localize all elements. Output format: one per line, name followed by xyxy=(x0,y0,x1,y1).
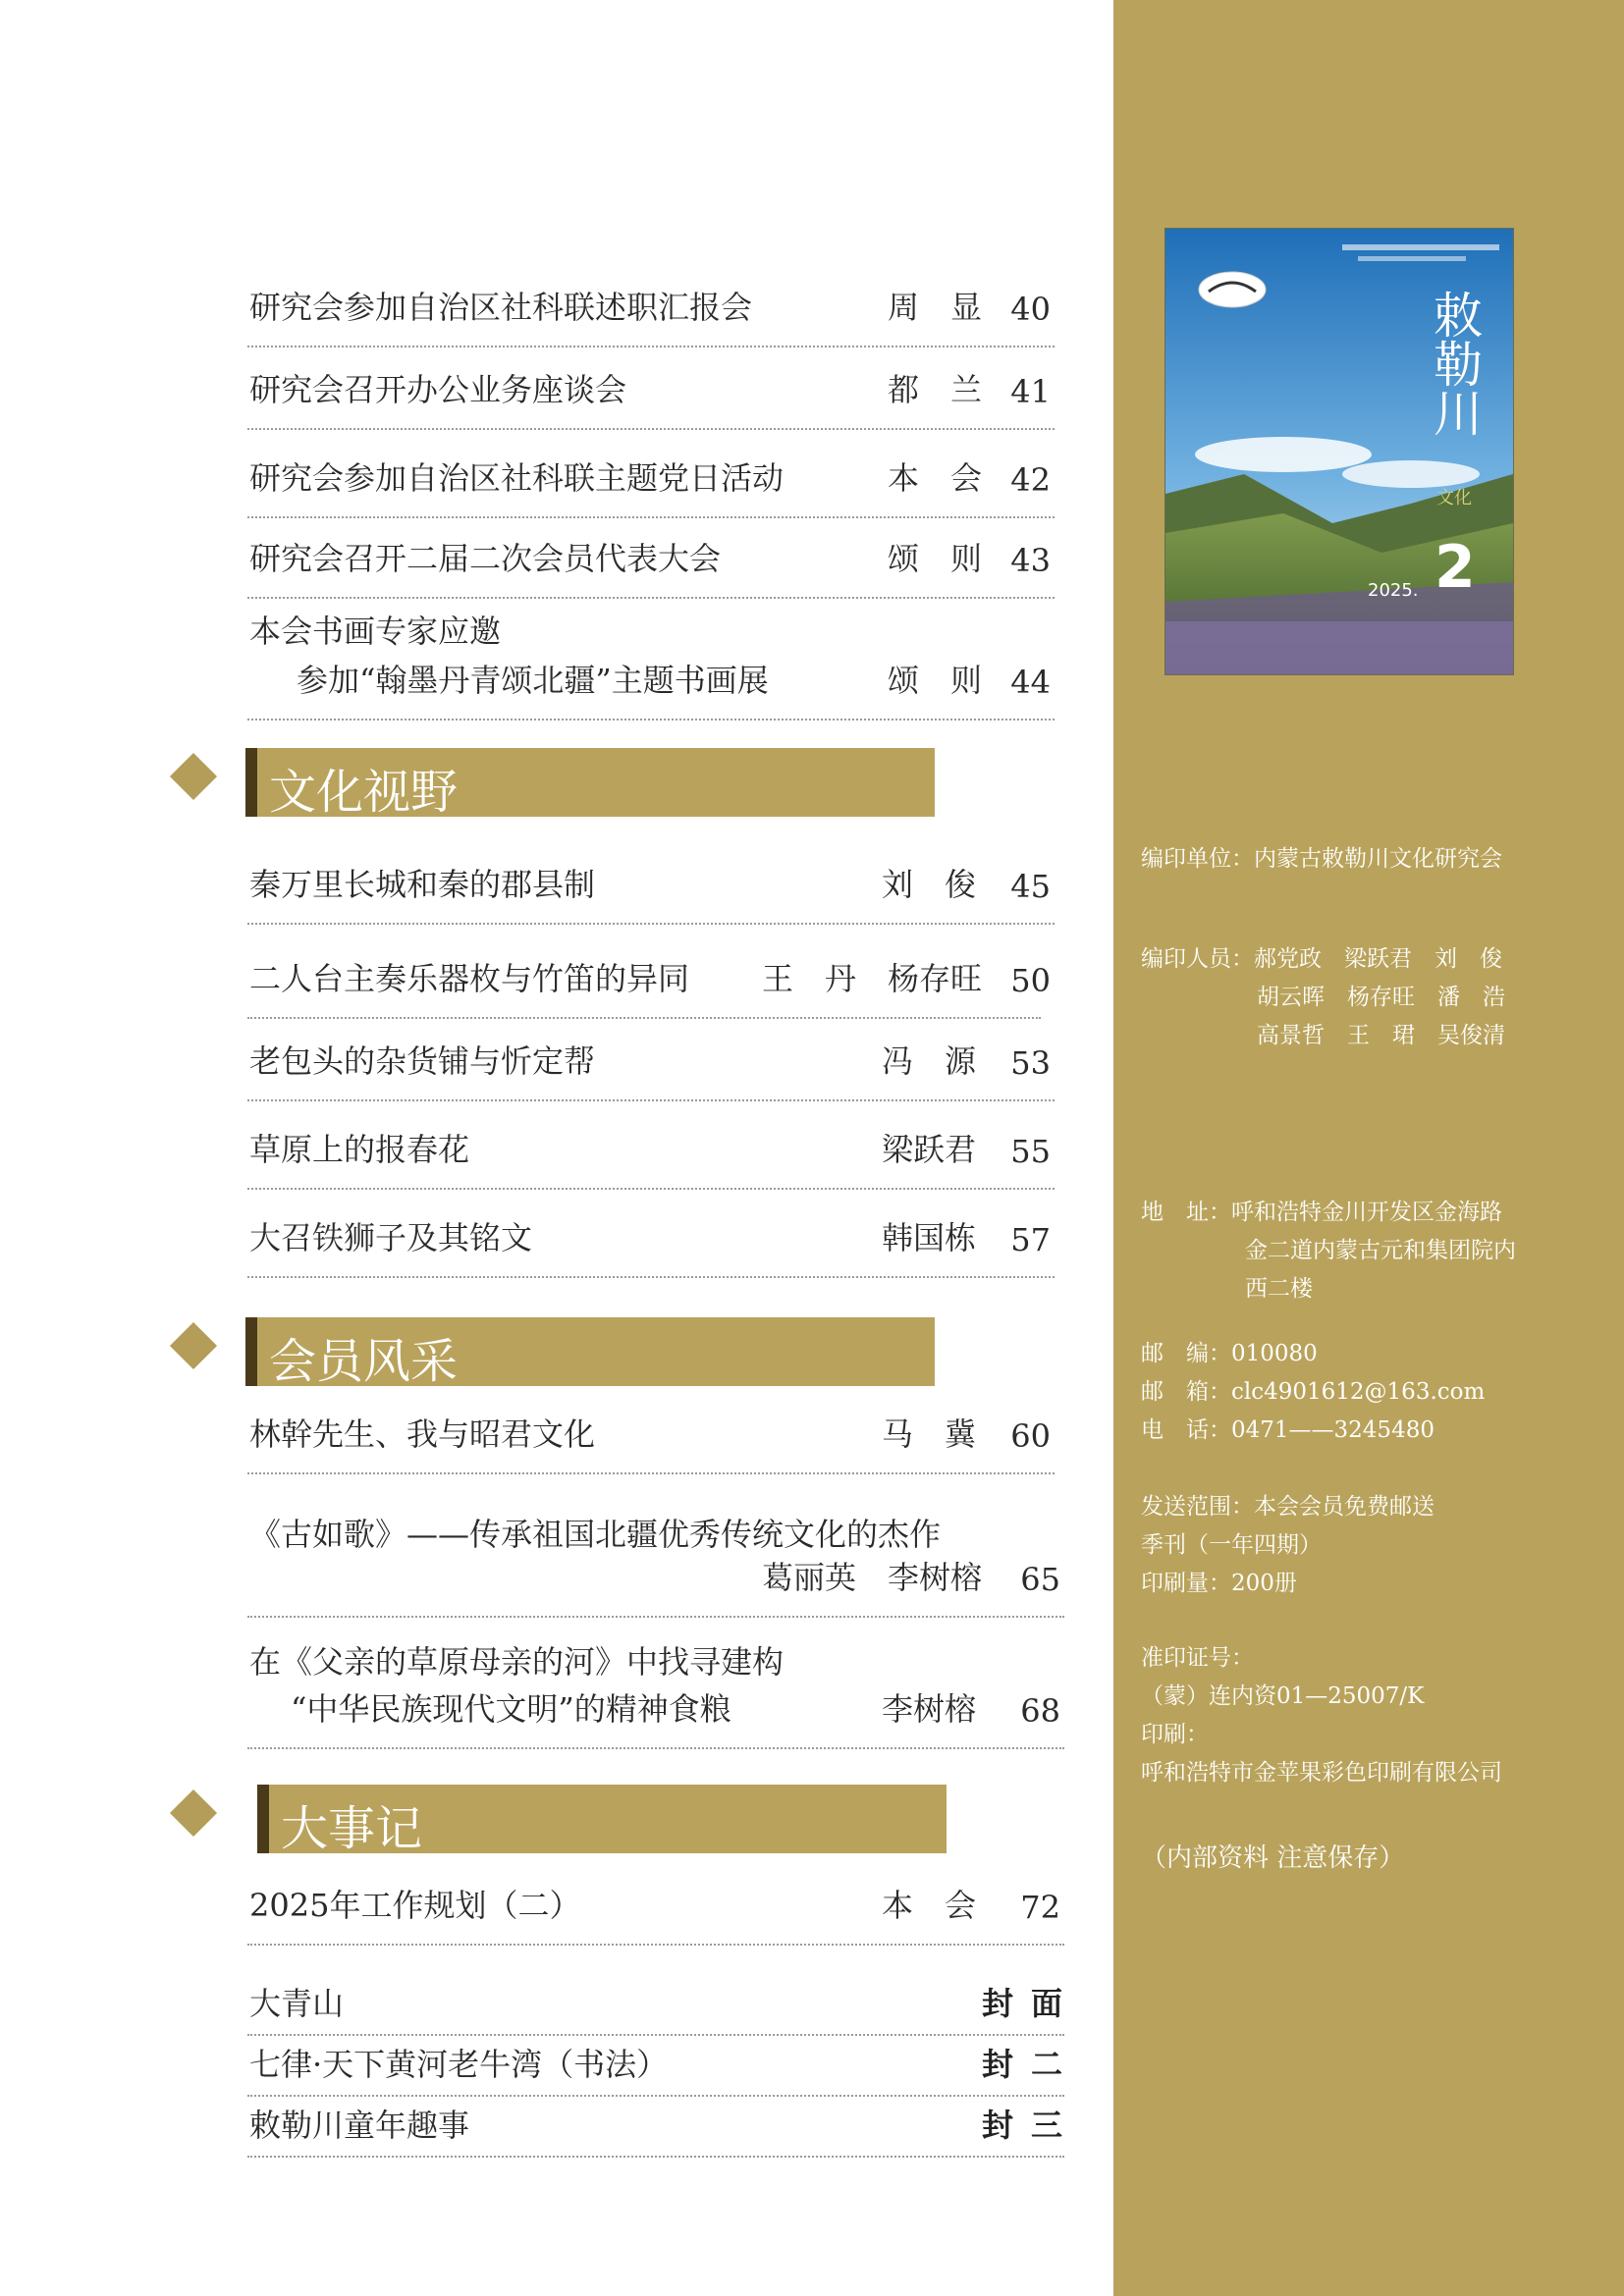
section-title: 大事记 xyxy=(281,1801,423,1856)
section-header-members xyxy=(177,1317,943,1389)
toc-entry-page: 72 xyxy=(1020,1889,1060,1926)
toc-entry-page: 50 xyxy=(1010,962,1051,999)
toc-entry-author: 李树榕 xyxy=(882,1690,977,1728)
section-title: 会员风采 xyxy=(269,1334,459,1389)
postcode: 邮 编：010080 xyxy=(1141,1341,1318,1366)
toc-entry-title: 二人台主奏乐器枚与竹笛的异同 xyxy=(249,960,690,997)
toc-entry-title: 林幹先生、我与昭君文化 xyxy=(249,1415,596,1453)
toc-entry[interactable] xyxy=(247,1011,1055,1101)
cover-year: 2025. xyxy=(1368,580,1419,601)
toc-entry[interactable] xyxy=(247,1384,1055,1474)
distribution: 发送范围：本会会员免费邮送 xyxy=(1141,1494,1435,1520)
toc-entry-title-line-1: 本会书画专家应邀 xyxy=(249,613,502,650)
diamond-icon xyxy=(170,1789,217,1837)
toc-entry[interactable] xyxy=(247,1616,1064,1749)
staff-line-3: 高景哲 王 珺 吴俊清 xyxy=(1257,1023,1505,1048)
toc-entry-page: 44 xyxy=(1010,664,1051,701)
address-line-1: 呼和浩特金川开发区金海路 xyxy=(1231,1200,1502,1225)
toc-entry-page: 60 xyxy=(1010,1417,1051,1455)
toc-entry-title: 草原上的报春花 xyxy=(249,1131,470,1168)
address-line-2: 金二道内蒙古元和集团院内 xyxy=(1245,1238,1516,1263)
permit-label: 准印证号： xyxy=(1141,1645,1254,1671)
cover-credit-row[interactable] xyxy=(247,1975,1080,2036)
toc-entry-author: 梁跃君 xyxy=(882,1131,977,1168)
toc-entry-title-line-1: 在《父亲的草原母亲的河》中找寻建构 xyxy=(249,1643,785,1681)
section-title: 文化视野 xyxy=(269,765,459,820)
section-header-culture xyxy=(177,748,943,820)
toc-entry-title: 2025年工作规划（二） xyxy=(249,1887,581,1924)
toc-entry-title: 研究会召开办公业务座谈会 xyxy=(249,371,627,408)
section-bar xyxy=(245,748,935,820)
email: 邮 箱：clc4901612@163.com xyxy=(1141,1379,1486,1405)
cover-credit-position: 封二 xyxy=(981,2046,1080,2083)
staff-line-2: 胡云晖 杨存旺 潘 浩 xyxy=(1257,985,1505,1010)
toc-entry[interactable] xyxy=(247,1099,1055,1190)
toc-entry[interactable] xyxy=(247,1855,1064,1946)
phone: 电 话：0471——3245480 xyxy=(1141,1417,1435,1443)
toc-entry[interactable] xyxy=(247,1188,1055,1278)
toc-entry-page: 43 xyxy=(1010,542,1051,579)
toc-entry[interactable] xyxy=(247,508,1055,599)
section-bar xyxy=(257,1785,947,1856)
cover-credit-title: 七律·天下黄河老牛湾（书法） xyxy=(249,2046,669,2083)
toc-entry-page: 65 xyxy=(1020,1561,1060,1598)
permit-info xyxy=(1141,1639,1502,1792)
cover-credit-title: 敕勒川童年趣事 xyxy=(249,2107,470,2144)
toc-entry-title: 老包头的杂货铺与忻定帮 xyxy=(249,1042,596,1080)
cover-title: 敕勒川 xyxy=(1426,290,1483,437)
section-header-events xyxy=(177,1785,952,1856)
toc-entry-title: 研究会召开二届二次会员代表大会 xyxy=(249,540,722,577)
toc-entry-title: 参加“翰墨丹青颂北疆”主题书画展 xyxy=(297,662,769,699)
publisher-info xyxy=(1141,840,1502,879)
section-bar xyxy=(245,1317,935,1389)
toc-entry-page: 41 xyxy=(1010,373,1051,410)
staff-line-1: 郝党政 梁跃君 刘 俊 xyxy=(1254,946,1502,972)
cover-credit-row[interactable] xyxy=(247,2097,1080,2158)
address-info xyxy=(1141,1194,1516,1308)
toc-entry-author: 韩国栋 xyxy=(882,1219,977,1256)
diamond-icon xyxy=(170,1322,217,1369)
toc-entry[interactable] xyxy=(247,428,1055,518)
toc-entry-page: 57 xyxy=(1010,1221,1051,1258)
toc-entry-author: 本 会 xyxy=(882,1887,977,1924)
print-run: 印刷量：200册 xyxy=(1141,1571,1297,1596)
cover-issue-number: 2 xyxy=(1435,533,1476,602)
printer: 呼和浩特市金苹果彩色印刷有限公司 xyxy=(1141,1760,1502,1786)
toc-entry-author: 颂 则 xyxy=(888,662,983,699)
toc-entry-author: 周 显 xyxy=(888,289,983,326)
toc-entry-author: 刘 俊 xyxy=(882,866,977,903)
cover-credit-title: 大青山 xyxy=(249,1985,345,2022)
toc-entry-author: 颂 则 xyxy=(888,540,983,577)
printer-label: 印刷： xyxy=(1141,1722,1209,1747)
toc-entry-title: 研究会参加自治区社科联述职汇报会 xyxy=(249,289,753,326)
staff-info xyxy=(1141,940,1505,1055)
toc-entry-author: 本 会 xyxy=(888,459,983,497)
toc-entry-page: 55 xyxy=(1010,1133,1051,1170)
address-label: 地 址： xyxy=(1141,1200,1231,1225)
toc-entry-title-line-1: 《古如歌》——传承祖国北疆优秀传统文化的杰作 xyxy=(249,1516,942,1553)
diamond-icon xyxy=(170,753,217,800)
internal-note xyxy=(1141,1840,1404,1878)
distribution-info xyxy=(1141,1488,1435,1603)
toc-entry-title: 研究会参加自治区社科联主题党日活动 xyxy=(249,459,785,497)
cover-subtitle: 文化 xyxy=(1436,488,1472,508)
toc-entry-author: 王 丹 杨存旺 xyxy=(762,960,983,997)
address-line-3: 西二楼 xyxy=(1245,1276,1313,1302)
cover-credit-position: 封面 xyxy=(981,1985,1080,2022)
cover-credit-position: 封三 xyxy=(981,2107,1080,2144)
toc-entry-page: 53 xyxy=(1010,1044,1051,1082)
toc-entry[interactable] xyxy=(247,929,1051,1019)
staff-label: 编印人员： xyxy=(1141,946,1254,972)
toc-entry[interactable] xyxy=(247,1488,1064,1618)
cover-credit-row[interactable] xyxy=(247,2036,1080,2097)
toc-entry-page: 40 xyxy=(1010,291,1051,328)
toc-entry-page: 42 xyxy=(1010,461,1051,499)
toc-entry[interactable] xyxy=(247,340,1055,430)
toc-entry[interactable] xyxy=(247,834,1055,925)
publisher: 编印单位：内蒙古敕勒川文化研究会 xyxy=(1141,846,1502,872)
toc-entry[interactable] xyxy=(247,589,1055,721)
contact-info xyxy=(1141,1335,1485,1450)
toc-entry-author: 葛丽英 李树榕 xyxy=(762,1559,983,1596)
toc-entry-author: 都 兰 xyxy=(888,371,983,408)
note: （内部资料 注意保存） xyxy=(1141,1843,1405,1873)
toc-entry-page: 68 xyxy=(1020,1692,1060,1730)
frequency: 季刊（一年四期） xyxy=(1141,1532,1322,1558)
toc-entry-page: 45 xyxy=(1010,868,1051,905)
toc-entry-author: 马 冀 xyxy=(882,1415,977,1453)
toc-entry-title: “中华民族现代文明”的精神食粮 xyxy=(291,1690,731,1728)
toc-entry-title: 大召铁狮子及其铭文 xyxy=(249,1219,533,1256)
permit: （蒙）连内资01—25007/K xyxy=(1141,1683,1425,1709)
toc-entry[interactable] xyxy=(247,257,1055,347)
toc-entry-author: 冯 源 xyxy=(882,1042,977,1080)
cover-thumbnail xyxy=(1164,228,1514,675)
toc-entry-title: 秦万里长城和秦的郡县制 xyxy=(249,866,596,903)
